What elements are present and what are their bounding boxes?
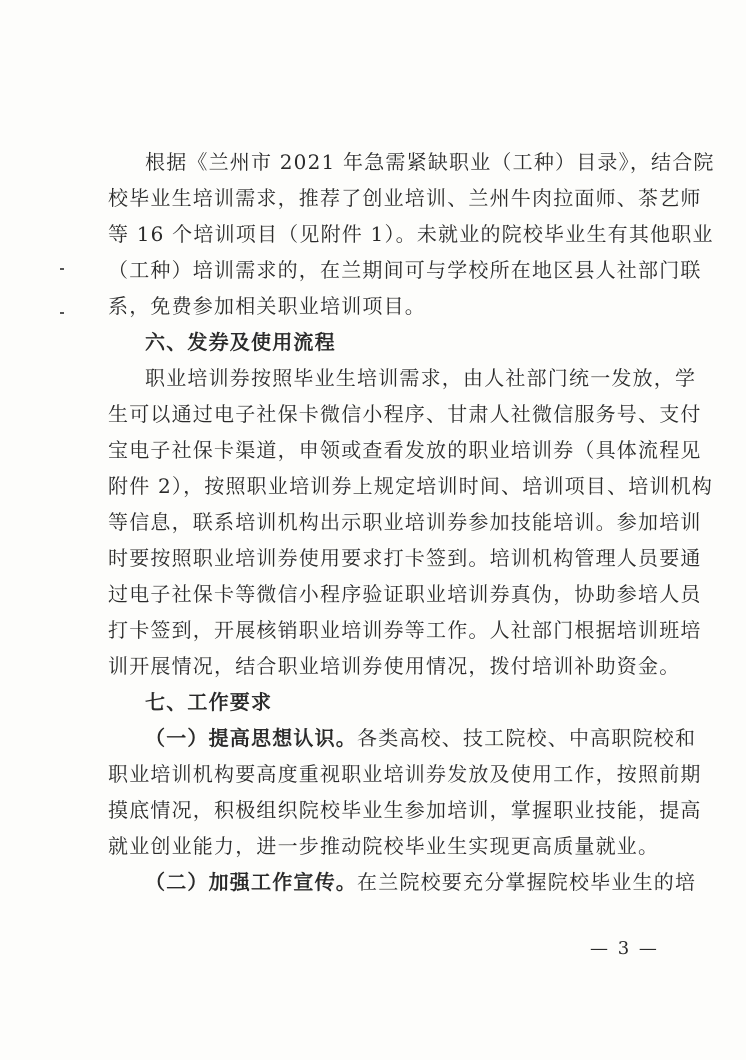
paragraph-line: 生可以通过电子社保卡微信小程序、甘肃人社微信服务号、支付 bbox=[108, 402, 702, 426]
paragraph-line: 附件 2），按照职业培训券上规定培训时间、培训项目、培训机构 bbox=[108, 474, 714, 498]
margin-mark bbox=[60, 312, 64, 314]
paragraph-line: 过电子社保卡等微信小程序验证职业培训券真伪，协助参培人员 bbox=[108, 582, 702, 606]
paragraph-line bbox=[145, 870, 696, 894]
paragraph-line: 职业培训机构要高度重视职业培训券发放及使用工作，按照前期 bbox=[108, 762, 702, 786]
paragraph-line: 就业创业能力，进一步推动院校毕业生实现更高质量就业。 bbox=[108, 834, 660, 858]
paragraph-line: （工种）培训需求的，在兰期间可与学校所在地区县人社部门联 bbox=[108, 258, 702, 282]
section-heading-7: 七、工作要求 bbox=[145, 690, 273, 714]
paragraph-line: 等 16 个培训项目（见附件 1）。未就业的院校毕业生有其他职业 bbox=[108, 222, 714, 246]
paragraph-line: 摸底情况，积极组织院校毕业生参加培训，掌握职业技能，提高 bbox=[108, 798, 702, 822]
paragraph-line: 时要按照职业培训券使用要求打卡签到。培训机构管理人员要通 bbox=[108, 546, 702, 570]
paragraph-line: 训开展情况，结合职业培训券使用情况，拨付培训补助资金。 bbox=[108, 654, 681, 678]
paragraph-line: 职业培训券按照毕业生培训需求，由人社部门统一发放，学 bbox=[145, 366, 697, 390]
subheading-2: （二）加强工作宣传。 bbox=[145, 870, 357, 894]
paragraph-line bbox=[145, 726, 696, 750]
section-heading-6: 六、发券及使用流程 bbox=[145, 330, 336, 354]
page-number: — 3 — bbox=[590, 938, 659, 959]
paragraph-line: 系，免费参加相关职业培训项目。 bbox=[108, 294, 426, 318]
subheading-1: （一）提高思想认识。 bbox=[145, 726, 357, 750]
paragraph-line: 根据《兰州市 2021 年急需紧缺职业（工种）目录》，结合院 bbox=[145, 150, 715, 174]
paragraph-line: 校毕业生培训需求，推荐了创业培训、兰州牛肉拉面师、茶艺师 bbox=[108, 186, 702, 210]
paragraph-text: 各类高校、技工院校、中高职院校和 bbox=[357, 726, 697, 750]
paragraph-line: 宝电子社保卡渠道，申领或查看发放的职业培训券（具体流程见 bbox=[108, 438, 702, 462]
paragraph-line: 等信息，联系培训机构出示职业培训券参加技能培训。参加培训 bbox=[108, 510, 702, 534]
paragraph-line: 打卡签到，开展核销职业培训券等工作。人社部门根据培训班培 bbox=[108, 618, 702, 642]
margin-mark bbox=[60, 268, 64, 270]
paragraph-text: 在兰院校要充分掌握院校毕业生的培 bbox=[357, 870, 697, 894]
